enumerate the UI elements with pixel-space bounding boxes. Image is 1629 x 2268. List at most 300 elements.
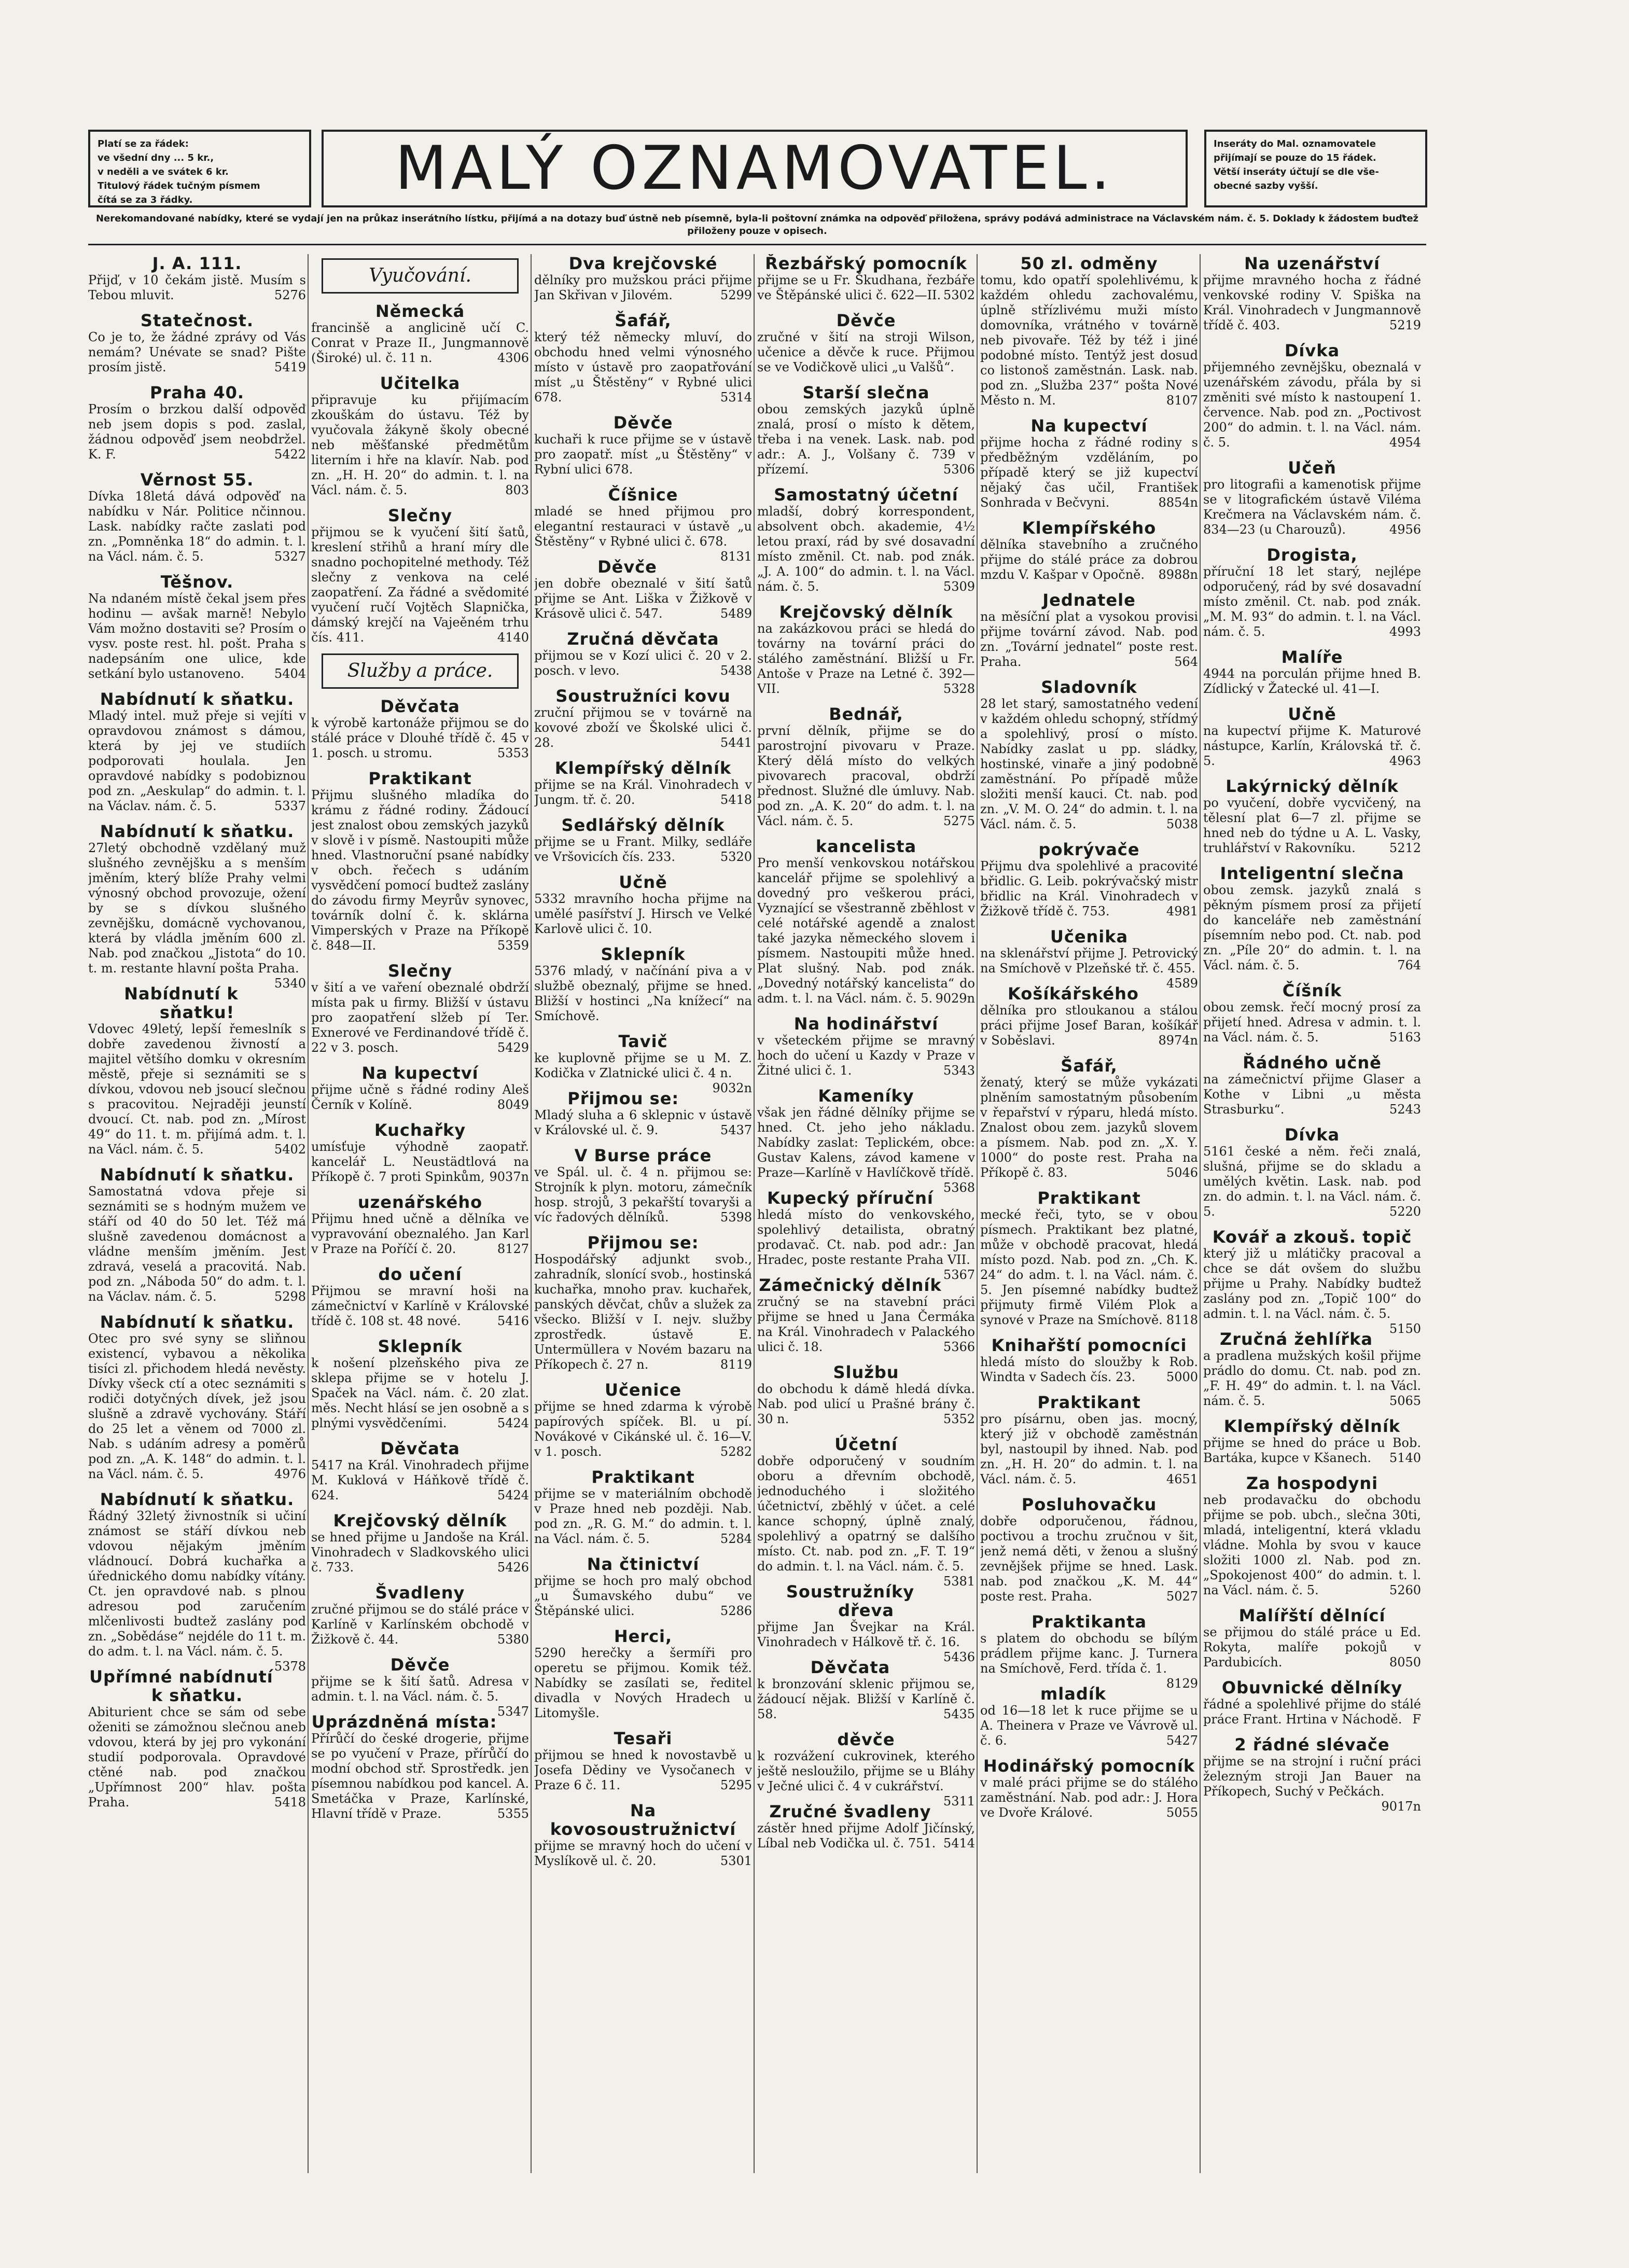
ad-number: 5302 bbox=[943, 288, 975, 302]
ad-number: 5416 bbox=[497, 1314, 529, 1328]
ad-title: Dva krejčovské bbox=[568, 254, 718, 273]
ad-title: Sladovník bbox=[1041, 677, 1137, 697]
ad-title: kancelista bbox=[815, 837, 917, 856]
ad-title: Kupecký příruční bbox=[767, 1188, 934, 1208]
ad-text: 5376 mladý, v načínání piva a v službě obeznalý, přijme se hned. Bližší v hostinci „Na knížecí“ na Smíchově. bbox=[534, 964, 752, 1023]
ad-title: Řádného učně bbox=[1243, 1053, 1382, 1073]
ad-text: hledá místo do venkovského, spolehlivý detailista, obratný prodavač. Ct. nab. pod adr.: Jan Hradec, poste restante Praha VII. bbox=[757, 1207, 975, 1267]
ad-title: Nabídnutí k sňatku. bbox=[100, 1165, 295, 1185]
ad-title: Zručná děvčata bbox=[567, 629, 719, 649]
classified-ad bbox=[534, 630, 752, 678]
column-divider bbox=[977, 254, 978, 2173]
ad-number: 5000 bbox=[1166, 1370, 1198, 1384]
ad-number: 8131 bbox=[720, 549, 752, 564]
ad-body bbox=[757, 1749, 975, 1808]
ad-column-4 bbox=[757, 254, 975, 2173]
ad-text: 5332 mravního hocha přijme na umělé pasířství J. Hirsch ve Velké Karlově ulici č. 10. bbox=[534, 892, 752, 936]
ad-text: Vdovec 49letý, lepší řemeslník s dobře zavedenou živností a majitel většího domku v okresním městě, přeje si seznámiti se s dívkou, vdovou neb jsoucí slečnou s pracovitou. Nejraději jeunstí dvoucí. Ct. nab. pod zn. „Mírost 49“ do 11. t. m. přijímá adm. t. l. na Václ. nám. č. 5. bbox=[88, 1022, 306, 1157]
ad-text: zručné v šití na stroji Wilson, učenice a děvče k ruce. Přijmou se ve Vodičkově ulici „u Valšů“. bbox=[757, 330, 975, 374]
classified-ad bbox=[311, 1265, 529, 1329]
ad-number: 5163 bbox=[1389, 1030, 1421, 1045]
classified-ad bbox=[1203, 777, 1421, 856]
ad-title: Na uzenářství bbox=[1244, 254, 1380, 273]
ad-number: 4963 bbox=[1389, 754, 1421, 768]
ad-text: dělníka stavebního a zručného přijme do stálé práce za dobrou mzdu V. Kašpar v Opočně. bbox=[980, 537, 1198, 582]
classified-ad bbox=[980, 1336, 1198, 1385]
ad-number: 5065 bbox=[1389, 1394, 1421, 1408]
ad-text: přijme se hoch pro malý obchod „u Šumavského dubu“ ve Štěpánské ulici. bbox=[534, 1574, 752, 1618]
classified-ad bbox=[534, 1801, 752, 1869]
ad-title: Kuchařky bbox=[374, 1120, 466, 1140]
ad-number: 5337 bbox=[274, 799, 306, 813]
ad-text: Řádný 32letý živnostník si učiní známost se stáří dívkou neb vdovou nějakým jměním vládnoucí. Dobrá kuchařka a úřednického domu nabídky vítány. Ct. jen opravdové nab. s plnou adresou pod zaručením mlčenlivosti budtež zaslány pod zn. „Sobědáse“ nejdéle do 11 t. m. do adm. t. l. na Václ. nám. č. 5. bbox=[88, 1509, 306, 1659]
ad-body bbox=[534, 273, 752, 303]
classified-ad bbox=[534, 1233, 752, 1372]
ad-title: Učenice bbox=[604, 1380, 682, 1400]
ad-number: 5220 bbox=[1389, 1204, 1421, 1219]
ad-body bbox=[88, 489, 306, 564]
ad-number: 5311 bbox=[943, 1794, 975, 1808]
ad-number: 4981 bbox=[1166, 904, 1198, 919]
ad-title: Přijmou se: bbox=[567, 1089, 679, 1108]
ad-title: Na čtinictví bbox=[587, 1554, 700, 1574]
classified-ad bbox=[534, 254, 752, 303]
ad-body bbox=[757, 504, 975, 594]
classified-ad bbox=[534, 687, 752, 750]
ad-title: Německá bbox=[375, 301, 465, 321]
ad-text: přijme hocha z řádné rodiny s předběžným vzděláním, po případě který se již kupectví nějaký čas učil, František Sonhrada v Bečvyni. bbox=[980, 435, 1198, 510]
ad-number: 9029n bbox=[935, 991, 975, 1006]
ad-text: pro litografii a kamenotisk přijme se v litografickém ústavě Viléma Krečmera na Václavském nám. č. 834—23 (u Charouzů). bbox=[1203, 477, 1421, 537]
ad-body bbox=[88, 708, 306, 814]
ad-title: Děvče bbox=[836, 311, 896, 330]
ad-text: však jen řádné dělníky přijme se hned. Ct. jeho jeho nákladu. Nabídky zaslat: Teplickém, obce: Gustav Kalens, závod kamene v Praze—Karlíně v Havlíčkově třídě. bbox=[757, 1105, 975, 1180]
ad-title: Praha 40. bbox=[149, 383, 245, 402]
ad-text: a pradlena mužských košil přijme prádlo do domu. Ct. nab. pod zn. „F. H. 49“ do admin. t. l. na Václ. nám. č. 5. bbox=[1203, 1348, 1421, 1408]
ad-title: Bednář, bbox=[829, 704, 903, 724]
ad-title: Děvčata bbox=[380, 697, 460, 716]
ad-body bbox=[534, 1108, 752, 1138]
ad-title: Učně bbox=[619, 872, 667, 892]
ad-body bbox=[980, 609, 1198, 670]
ad-title: Nabídnutí k sňatku. bbox=[100, 689, 295, 709]
classified-ad bbox=[1203, 705, 1421, 769]
classified-ad bbox=[311, 1713, 529, 1821]
ad-text: 4944 na porculán přijme hned B. Zídlický v Žatecké ul. 41—I. bbox=[1203, 666, 1421, 696]
classified-ad bbox=[1203, 1227, 1421, 1336]
ad-text: k nošení plzeňského piva ze sklepa přijme se v hotelu J. Spaček na Václ. nám. č. 20 zlat. měs. Necht hlásí se jen osobně a s plnými vysvědčeními. bbox=[311, 1356, 529, 1430]
ad-number: 4306 bbox=[497, 351, 529, 365]
classified-ad bbox=[88, 254, 306, 303]
ad-number: 9032n bbox=[712, 1081, 752, 1095]
ad-title: Na kovosoustružnictví bbox=[550, 1801, 736, 1839]
ad-title: Praktikant bbox=[368, 769, 472, 788]
classified-ad bbox=[980, 1495, 1198, 1604]
ad-title: Košíkářského bbox=[1008, 984, 1139, 1004]
ad-body bbox=[1203, 273, 1421, 333]
classified-ad bbox=[1203, 1330, 1421, 1409]
ad-title: Děvčata bbox=[380, 1439, 460, 1458]
ad-body bbox=[1203, 1246, 1421, 1336]
ad-number: 8127 bbox=[497, 1242, 529, 1256]
ad-text: přijme se na strojní i ruční práci železným stroji Jan Bauer na Příkopech, Suchý v Pečkách. bbox=[1203, 1754, 1421, 1799]
ad-body bbox=[534, 1748, 752, 1793]
ad-number: 5343 bbox=[943, 1063, 975, 1078]
ad-title: Děvče bbox=[597, 557, 657, 577]
classified-ad bbox=[757, 705, 975, 829]
ad-text: který též německy mluví, do obchodu hned velmi výnosného místo v ústavě pro zaopatřování míst „u Štěstěny“ v Rybné ulici 678. bbox=[534, 330, 752, 405]
ad-number: 5328 bbox=[943, 681, 975, 696]
ad-body bbox=[757, 1105, 975, 1195]
ad-number: 8049 bbox=[497, 1097, 529, 1112]
ad-body bbox=[534, 777, 752, 808]
classified-ad bbox=[757, 254, 975, 303]
ad-title: J. A. 111. bbox=[152, 254, 242, 273]
ad-body bbox=[311, 1674, 529, 1719]
ad-title: Učně bbox=[1288, 704, 1336, 724]
ad-number: 5359 bbox=[497, 938, 529, 953]
ad-text: do obchodu k dámě hledá dívka. Nab. pod ulicí u Prašné brány č. 30 n. bbox=[757, 1382, 975, 1426]
ad-number: 5402 bbox=[274, 1142, 306, 1157]
ad-number: 5437 bbox=[720, 1123, 752, 1137]
ad-text: od 16—18 let k ruce přijme se u A. Theinera v Praze ve Vávrově ul. č. 6. bbox=[980, 1703, 1198, 1748]
ad-body bbox=[1203, 477, 1421, 537]
ad-body bbox=[1203, 564, 1421, 639]
classified-ad bbox=[980, 1612, 1198, 1691]
ad-text: dělníka pro stloukanou a stálou práci přijme Josef Baran, košíkář v Soběslavi. bbox=[980, 1003, 1198, 1048]
ad-number: 8129 bbox=[1166, 1676, 1198, 1691]
ad-column-6 bbox=[1203, 254, 1421, 2173]
ad-number: 5038 bbox=[1166, 817, 1198, 831]
ad-title: Malíře bbox=[1281, 647, 1343, 667]
ad-body bbox=[757, 723, 975, 829]
ad-text: dělníky pro mužskou práci přijme Jan Skřivan v Jilovém. bbox=[534, 273, 752, 302]
ad-text: Na ndaném místě čekal jsem přes hodinu — avšak marně! Nebylo Vám možno dostaviti se? Prosím o vysv. poste rest. hl. pošt. Praha s nadepsáním one ulice, kde setkání bylo ustanoveno. bbox=[88, 591, 306, 681]
ad-number: 5314 bbox=[720, 390, 752, 405]
ad-text: v všeteckém přijme se mravný hoch do učení u Kazdy v Praze v Žitné ulici č. 1. bbox=[757, 1033, 975, 1078]
ad-title: Soustružníci kovu bbox=[555, 686, 731, 706]
ad-number: 5299 bbox=[720, 288, 752, 302]
ad-title: Na kupectví bbox=[1031, 416, 1148, 436]
classified-ad bbox=[980, 840, 1198, 919]
ad-title: Uprázdněná místa: bbox=[311, 1712, 497, 1732]
classified-ad bbox=[534, 816, 752, 865]
ad-number: 5422 bbox=[274, 447, 306, 462]
ad-body bbox=[757, 1454, 975, 1589]
ad-text: obou zemských jazyků úplně znalá, prosí o místo k dětem, třeba i na venek. Lask. nab. pod adr.: A. J., Volšany č. 739 v přízemí. bbox=[757, 402, 975, 477]
ad-body bbox=[757, 402, 975, 477]
classified-ad bbox=[980, 1393, 1198, 1487]
classified-ad bbox=[757, 1730, 975, 1808]
ad-body bbox=[1203, 796, 1421, 856]
ad-text: Dívka 18letá dává odpověď na nabídku v Nár. Politice nčinnou. Lask. nabídky račte zaslati pod zn. „Pomněnka 18“ do admin. t. l. na Václ. nám. č. 5. bbox=[88, 489, 306, 564]
ad-text: přijme se na Král. Vinohradech v Jungm. tř. č. 20. bbox=[534, 777, 752, 807]
ad-title: V Burse práce bbox=[574, 1146, 712, 1165]
ad-title: Na hodinářství bbox=[793, 1014, 939, 1034]
ad-body bbox=[88, 841, 306, 991]
classified-ad bbox=[534, 1627, 752, 1721]
ad-text: mladé se hned přijmou pro elegantní restauraci v ústavě „u Štěstěny“ v Rybné ulici č. 678. bbox=[534, 504, 752, 549]
ad-title: Sklepník bbox=[378, 1337, 463, 1356]
column-divider bbox=[531, 254, 532, 2173]
classified-ad bbox=[534, 873, 752, 937]
ad-text: dobře odporučený v soudním oboru a dřevním obchodě, jednoduchého i složitého účetnictví, zběhlý v účet. a celé kance schopný, úplně znalý, spolehlivý a opatrný se dalšího místo. Ct. nab. pod zn. „F. T. 19“ do admin. t. l. na Václ. nám. č. 5. bbox=[757, 1454, 975, 1574]
ad-title: děvče bbox=[837, 1730, 895, 1749]
ad-text: přijmou se k vyučení šití šatů, kreslení střihů a hraní míry dle snadno pochopitelné methody. Též slečny z venkova na celé zaopatření. Za řádné a svědomité vyučení ručí Vojtěch Slapnička, dámský krejčí na Vajeěném trhu čís. 411. bbox=[311, 525, 529, 645]
classified-ad bbox=[311, 769, 529, 953]
ad-number: 5368 bbox=[943, 1180, 975, 1195]
ad-title: uzenářského bbox=[357, 1192, 483, 1212]
ad-body bbox=[980, 1514, 1198, 1604]
ad-body bbox=[534, 1165, 752, 1225]
ad-body bbox=[534, 892, 752, 937]
ad-text: přijme mravného hocha z řádné venkovské rodiny V. Spiška na Král. Vinohradech v Jungmannově třídě č. 403. bbox=[1203, 273, 1421, 332]
ad-title: Praktikant bbox=[1037, 1188, 1141, 1208]
classified-ad bbox=[311, 1193, 529, 1257]
ad-body bbox=[757, 1821, 975, 1851]
ad-body bbox=[1203, 1144, 1421, 1219]
ad-title: 2 řádné slévače bbox=[1234, 1735, 1390, 1755]
ad-text: připravuje ku přijímacím zkouškám do ústavu. Též by vyučovala žákyně školy obecné neb měšťanské předmětům literním i hře na klavír. Nab. pod zn. „H. H. 20“ do admin. t. l. na Václ. nám. č. 5. bbox=[311, 393, 529, 497]
ad-title: Děvče bbox=[613, 413, 673, 433]
ad-body bbox=[1203, 1754, 1421, 1814]
classified-ad bbox=[88, 1667, 306, 1810]
classified-ad bbox=[757, 837, 975, 1006]
ad-text: Přijmou se mravní hoši na zámečnictví v Karlíně v Královské třídě č. 108 st. 48 nové. bbox=[311, 1284, 529, 1328]
ad-text: zručné přijmou se do stálé práce v Karlíně v Karlínském obchodě v Žižkově č. 44. bbox=[311, 1602, 529, 1647]
ad-body bbox=[534, 1252, 752, 1372]
ad-title: Účetní bbox=[834, 1435, 898, 1454]
ad-body bbox=[311, 1139, 529, 1185]
ad-text: se hned přijme u Jandoše na Král. Vinohradech v Sladkovského ulici č. 733. bbox=[311, 1530, 529, 1575]
ad-title: pokrývače bbox=[1038, 840, 1140, 859]
ad-title: Slečny bbox=[387, 961, 453, 981]
ad-number: 5282 bbox=[720, 1444, 752, 1459]
ad-text: k bronzování sklenic přijmou se, žádoucí nějak. Bližší v Karlíně č. 58. bbox=[757, 1677, 975, 1721]
ad-text: v malé práci přijme se do stálého zaměstnání. Nab. pod adr.: J. Hora ve Dvoře Králové. bbox=[980, 1775, 1198, 1820]
ad-title: Klempířský dělník bbox=[554, 758, 732, 778]
ad-title: Lakýrnický dělník bbox=[1226, 776, 1399, 796]
ad-text: řádné a spolehlivé přijme do stálé práce Frant. Hrtina v Náchodě. bbox=[1203, 1697, 1421, 1727]
ad-body bbox=[311, 525, 529, 645]
classified-ad bbox=[311, 1511, 529, 1575]
ad-title: Samostatný účetní bbox=[774, 485, 958, 505]
ad-body bbox=[311, 1458, 529, 1503]
ad-text: Přijmu dva spolehlivé a pracovité břidlic. G. Leib. pokrývačský mistr břidlic na Král. Vinohradech v Žižkově třídě č. 753. bbox=[980, 859, 1198, 919]
ad-body bbox=[1203, 1625, 1421, 1670]
ad-title: Nabídnutí k sňatku. bbox=[100, 1490, 295, 1509]
ad-number: 5380 bbox=[497, 1632, 529, 1647]
ad-body bbox=[88, 591, 306, 681]
classified-ad bbox=[1203, 1678, 1421, 1727]
ad-number: 8119 bbox=[720, 1357, 752, 1372]
ad-title: Tavič bbox=[618, 1032, 668, 1051]
ad-body bbox=[88, 1184, 306, 1304]
ad-title: Krejčovský dělník bbox=[779, 602, 953, 622]
classified-ad bbox=[534, 413, 752, 477]
classified-ad bbox=[534, 1468, 752, 1547]
ad-text: k výrobě kartonáže přijmou se do stálé práce v Dlouhé třídě č. 45 v 1. posch. u stromu. bbox=[311, 716, 529, 760]
ad-title: Sklepník bbox=[601, 944, 686, 964]
ad-number: 4140 bbox=[497, 630, 529, 645]
ad-number: 5367 bbox=[943, 1268, 975, 1282]
ad-number: 803 bbox=[505, 483, 529, 497]
classified-ad bbox=[757, 1086, 975, 1195]
ad-number: 5427 bbox=[1166, 1733, 1198, 1748]
classified-ad bbox=[757, 1802, 975, 1851]
classified-ad bbox=[1203, 1125, 1421, 1219]
ad-title: Učitelka bbox=[380, 373, 461, 393]
classified-ad bbox=[757, 1363, 975, 1427]
ad-body bbox=[534, 648, 752, 678]
header-rule bbox=[88, 244, 1426, 245]
ad-body bbox=[311, 716, 529, 761]
ad-title: Dívka bbox=[1284, 341, 1340, 360]
ad-text: přijme se k šití šatů. Adresa v admin. t. l. na Václ. nám. č. 5. bbox=[311, 1674, 529, 1704]
ad-number: 5426 bbox=[497, 1560, 529, 1575]
classified-ad bbox=[1203, 648, 1421, 697]
ad-body bbox=[1203, 723, 1421, 769]
ad-title: Obuvnické dělníky bbox=[1221, 1678, 1403, 1697]
ad-body bbox=[757, 1677, 975, 1722]
ad-number: 8118 bbox=[1166, 1313, 1198, 1327]
ad-number: 5327 bbox=[274, 549, 306, 564]
column-divider bbox=[754, 254, 755, 2173]
classified-ad bbox=[980, 416, 1198, 510]
ad-title: Upřímné nabídnutí k sňatku. bbox=[89, 1667, 273, 1705]
ad-text: Prosím o brzkou další odpověď neb jsem dopis s pod. zaslal, žádnou odpověď jsem neobdržel. K. F. bbox=[88, 402, 306, 462]
ad-body bbox=[980, 946, 1198, 991]
classified-ad bbox=[534, 759, 752, 808]
ad-number: 764 bbox=[1397, 958, 1421, 972]
ad-text: zručný se na stavební práci přijme se hned u Jana Čermáka na Král. Vinohradech v Palackého ulici č. 18. bbox=[757, 1295, 975, 1354]
ad-title: Službu bbox=[833, 1362, 899, 1382]
ad-body bbox=[1203, 360, 1421, 450]
ad-text: neb prodavačku do obchodu přijme se pob. ubch., slečna 30ti, mladá, inteligentní, která vkladu vládne. Mohla by svou v kauce složiti 1000 zl. Nab. pod zn. „Spokojenost 400“ do admin. t. l. na Václ. nám. č. 5. bbox=[1203, 1493, 1421, 1597]
ad-body bbox=[311, 1284, 529, 1329]
classified-ad bbox=[757, 603, 975, 697]
administration-notice: Nerekomandované nabídky, které se vydají jen na průkaz inserátního lístku, přijímá a na dotazy buď ústně neb písemně, byla-li poštovní známka na odpověď přiložena, správy podává administrace na Václavském nám. č. 5. Doklady k žádostem buďtež přiloženy pouze v opisech. bbox=[95, 213, 1419, 236]
ad-number: 5309 bbox=[943, 579, 975, 594]
ad-body bbox=[757, 273, 975, 303]
ad-title: Zručné švadleny bbox=[769, 1802, 931, 1821]
ad-number: 5404 bbox=[274, 666, 306, 681]
ad-number: 5381 bbox=[943, 1574, 975, 1589]
ad-number: 5441 bbox=[720, 735, 752, 750]
ad-title: Klempířský dělník bbox=[1223, 1416, 1401, 1436]
insertion-rules-text: Inseráty do Mal. oznamovatele přijímají se pouze do 15 řádek. Větší inseráty účtují se dle vše- obecné sazby vyšší. bbox=[1214, 138, 1379, 191]
ad-text: Otec pro své syny se sliňnou existencí, vybavou a několika tisíci zl. přichodem hledá nevěsty. Dívky všeck ctí a otec seznámiti s rodiči dotyčných dívek, jež jsou slušně a zdravě vychovány. Stáří do 25 let a věnem od 7000 zl. Nab. s udáním adresy a poměrů pod zn. „A. K. 148“ do admin. t. l. na Václ. nám. č. 5. bbox=[88, 1331, 306, 1481]
ad-text: Samostatná vdova přeje si seznámiti se s hodným mužem ve stáří od 40 do 50 let. Též má slušně zavedenou domácnost a vládne menším jměním. Jest zdravá, veselá a pracovitá. Nab. pod zn. „Náboda 50“ do adm. t. l. na Václav. nám. č. 5. bbox=[88, 1184, 306, 1304]
ad-text: mecké řeči, tyto, se v obou písmech. Praktikant bez platné, může v obchodě pracovat, hledá místo pozd. Nab. pod zn. „Ch. K. 24“ do adm. t. l. na Václ. nám. č. 5. Jen písemné nabídky budtež přijmuty firmě Vilém Plok a synové v Praze na Smíchově. bbox=[980, 1207, 1198, 1327]
ad-number: 5429 bbox=[497, 1040, 529, 1055]
ad-column-1 bbox=[88, 254, 306, 2173]
classified-ad bbox=[1203, 546, 1421, 639]
ad-text: přijme se hned do práce u Bob. Bartáka, kupce v Kšanech. bbox=[1203, 1436, 1421, 1465]
column-divider bbox=[308, 254, 309, 2173]
ad-body bbox=[757, 621, 975, 697]
classified-ad bbox=[757, 1582, 975, 1664]
ad-number: 5284 bbox=[720, 1532, 752, 1546]
ad-text: na kupectví přijme K. Maturové nástupce, Karlín, Královská tř. č. 5. bbox=[1203, 723, 1421, 768]
classified-ad bbox=[1203, 1417, 1421, 1466]
ad-number: 5435 bbox=[943, 1707, 975, 1721]
ad-column-5 bbox=[980, 254, 1198, 2173]
ad-text: přijmou se v Kozí ulici č. 20 v 2. posch. v levo. bbox=[534, 648, 752, 678]
ad-text: mladší, dobrý korrespondent, absolvent obch. akademie, 4½ letou praxí, rád by své dosavadní místo změnil. Ct. nab. pod znák. „J. A. 100“ do admin. t. l. na Václ. nám. č. 5. bbox=[757, 504, 975, 594]
ad-body bbox=[534, 1574, 752, 1619]
classified-ad bbox=[1203, 458, 1421, 537]
ad-body bbox=[534, 964, 752, 1024]
rates-box bbox=[88, 130, 311, 207]
ad-title: Číšnice bbox=[608, 485, 678, 505]
ad-body bbox=[534, 504, 752, 564]
classified-ad bbox=[88, 573, 306, 681]
ad-body bbox=[1203, 1348, 1421, 1409]
ad-title: Kovář a zkouš. topič bbox=[1212, 1227, 1412, 1247]
ad-text: tomu, kdo opatří spolehlivému, k každém ohledu zachovalému, úplně střízlivému muži místo domovníka, vrátného v továrně neb pivovaře. Též by též i jiné podobné místo. Tentýž jest dosud co listonoš zaměstnán. Lask. nab. pod zn. „Služba 237“ pošta Nové Město n. M. bbox=[980, 273, 1198, 408]
ad-title: Děvčata bbox=[810, 1658, 890, 1677]
classified-ad bbox=[311, 374, 529, 498]
ad-title: Statečnost. bbox=[140, 311, 254, 330]
ad-text: přijme se u Fr. Škudhana, řezbáře ve Štěpánské ulici č. 622—II. bbox=[757, 273, 975, 302]
ad-text: přijme se hned zdarma k výrobě papírových spíček. Bl. u pí. Novákové v Cikánské ul. č. 16—V. v 1. posch. bbox=[534, 1399, 752, 1459]
classified-ad bbox=[534, 485, 752, 564]
ad-number: 5418 bbox=[720, 792, 752, 807]
classified-ad bbox=[757, 1014, 975, 1078]
ad-text: který již u mlátičky pracoval a chce se dát ovšem do službu přijme u Prahy. Nabídky budtež zaslány pod zn. „Topič 100“ do admin. t. l. na Václ. nám. č. 5. bbox=[1203, 1246, 1421, 1321]
ad-number: 9037n bbox=[489, 1170, 529, 1184]
ad-body bbox=[534, 1399, 752, 1459]
ad-number: 5219 bbox=[1389, 318, 1421, 332]
ad-text: Abiturient chce se sám od sebe oženiti se zámožnou slečnou aneb vdovou, která by jej pro vykonání studií podporovala. Opravdové ctěné nab. pod značkou „Upřímnost 200“ hlav. pošta Praha. bbox=[88, 1705, 306, 1810]
ad-title: mladík bbox=[1040, 1684, 1106, 1704]
classified-ad bbox=[1203, 341, 1421, 450]
classified-ad bbox=[534, 311, 752, 405]
ad-body bbox=[311, 1602, 529, 1647]
ad-title: Drogista, bbox=[1266, 545, 1358, 565]
ad-column-2 bbox=[311, 254, 529, 2173]
ad-number: 8988n bbox=[1158, 567, 1198, 582]
ad-text: Přijmu hned učně a dělníka ve vypravování obeznalého. Jan Karl v Praze na Poříčí č. 20. bbox=[311, 1212, 529, 1256]
classified-ad bbox=[1203, 254, 1421, 333]
ad-title: Starší slečna bbox=[802, 383, 930, 402]
classified-ad bbox=[980, 591, 1198, 670]
ad-text: přijme Jan Švejkar na Král. Vinohradech v Hálkově tř. č. 16. bbox=[757, 1620, 975, 1649]
ad-title: Dívka bbox=[1284, 1125, 1340, 1145]
ad-text: 5161 české a něm. řeči znalá, slušná, přijme se do skladu a umělých květin. Lask. nab. pod zn. do admin. t. l. na Václ. nám. č. 5. bbox=[1203, 1144, 1421, 1219]
ad-body bbox=[757, 1620, 975, 1664]
ad-title: 50 zl. odměny bbox=[1020, 254, 1158, 273]
ad-body bbox=[88, 330, 306, 375]
ad-number: 5419 bbox=[274, 360, 306, 374]
ad-text: první dělník, přijme se do parostrojní pivovaru v Praze. Který dělá místo do velkých pivovarech pracoval, obdrží přednost. Služné dle úmluvy. Nab. pod zn. „A. K. 20“ do adm. t. l. na Václ. nám. č. 5. bbox=[757, 723, 975, 828]
ad-body bbox=[88, 273, 306, 303]
classified-ad bbox=[534, 1089, 752, 1138]
ad-number: 4993 bbox=[1389, 624, 1421, 639]
ad-text: přijme se u Frant. Milky, sedláře ve Vršovicích čís. 233. bbox=[534, 834, 752, 864]
ad-body bbox=[980, 273, 1198, 408]
ad-body bbox=[311, 1356, 529, 1431]
ad-number: 5298 bbox=[274, 1289, 306, 1304]
ad-text: ve Spál. ul. č. 4 n. přijmou se: Strojník k plyn. motoru, zámečník hosp. strojů, 3 pekařští tovaryši a víc řadových dělníků. bbox=[534, 1165, 752, 1225]
ad-body bbox=[980, 435, 1198, 510]
ad-number: 5275 bbox=[943, 814, 975, 828]
classified-ad bbox=[757, 1658, 975, 1722]
classified-ad bbox=[980, 678, 1198, 832]
ad-body bbox=[980, 859, 1198, 919]
ad-body bbox=[757, 1382, 975, 1427]
